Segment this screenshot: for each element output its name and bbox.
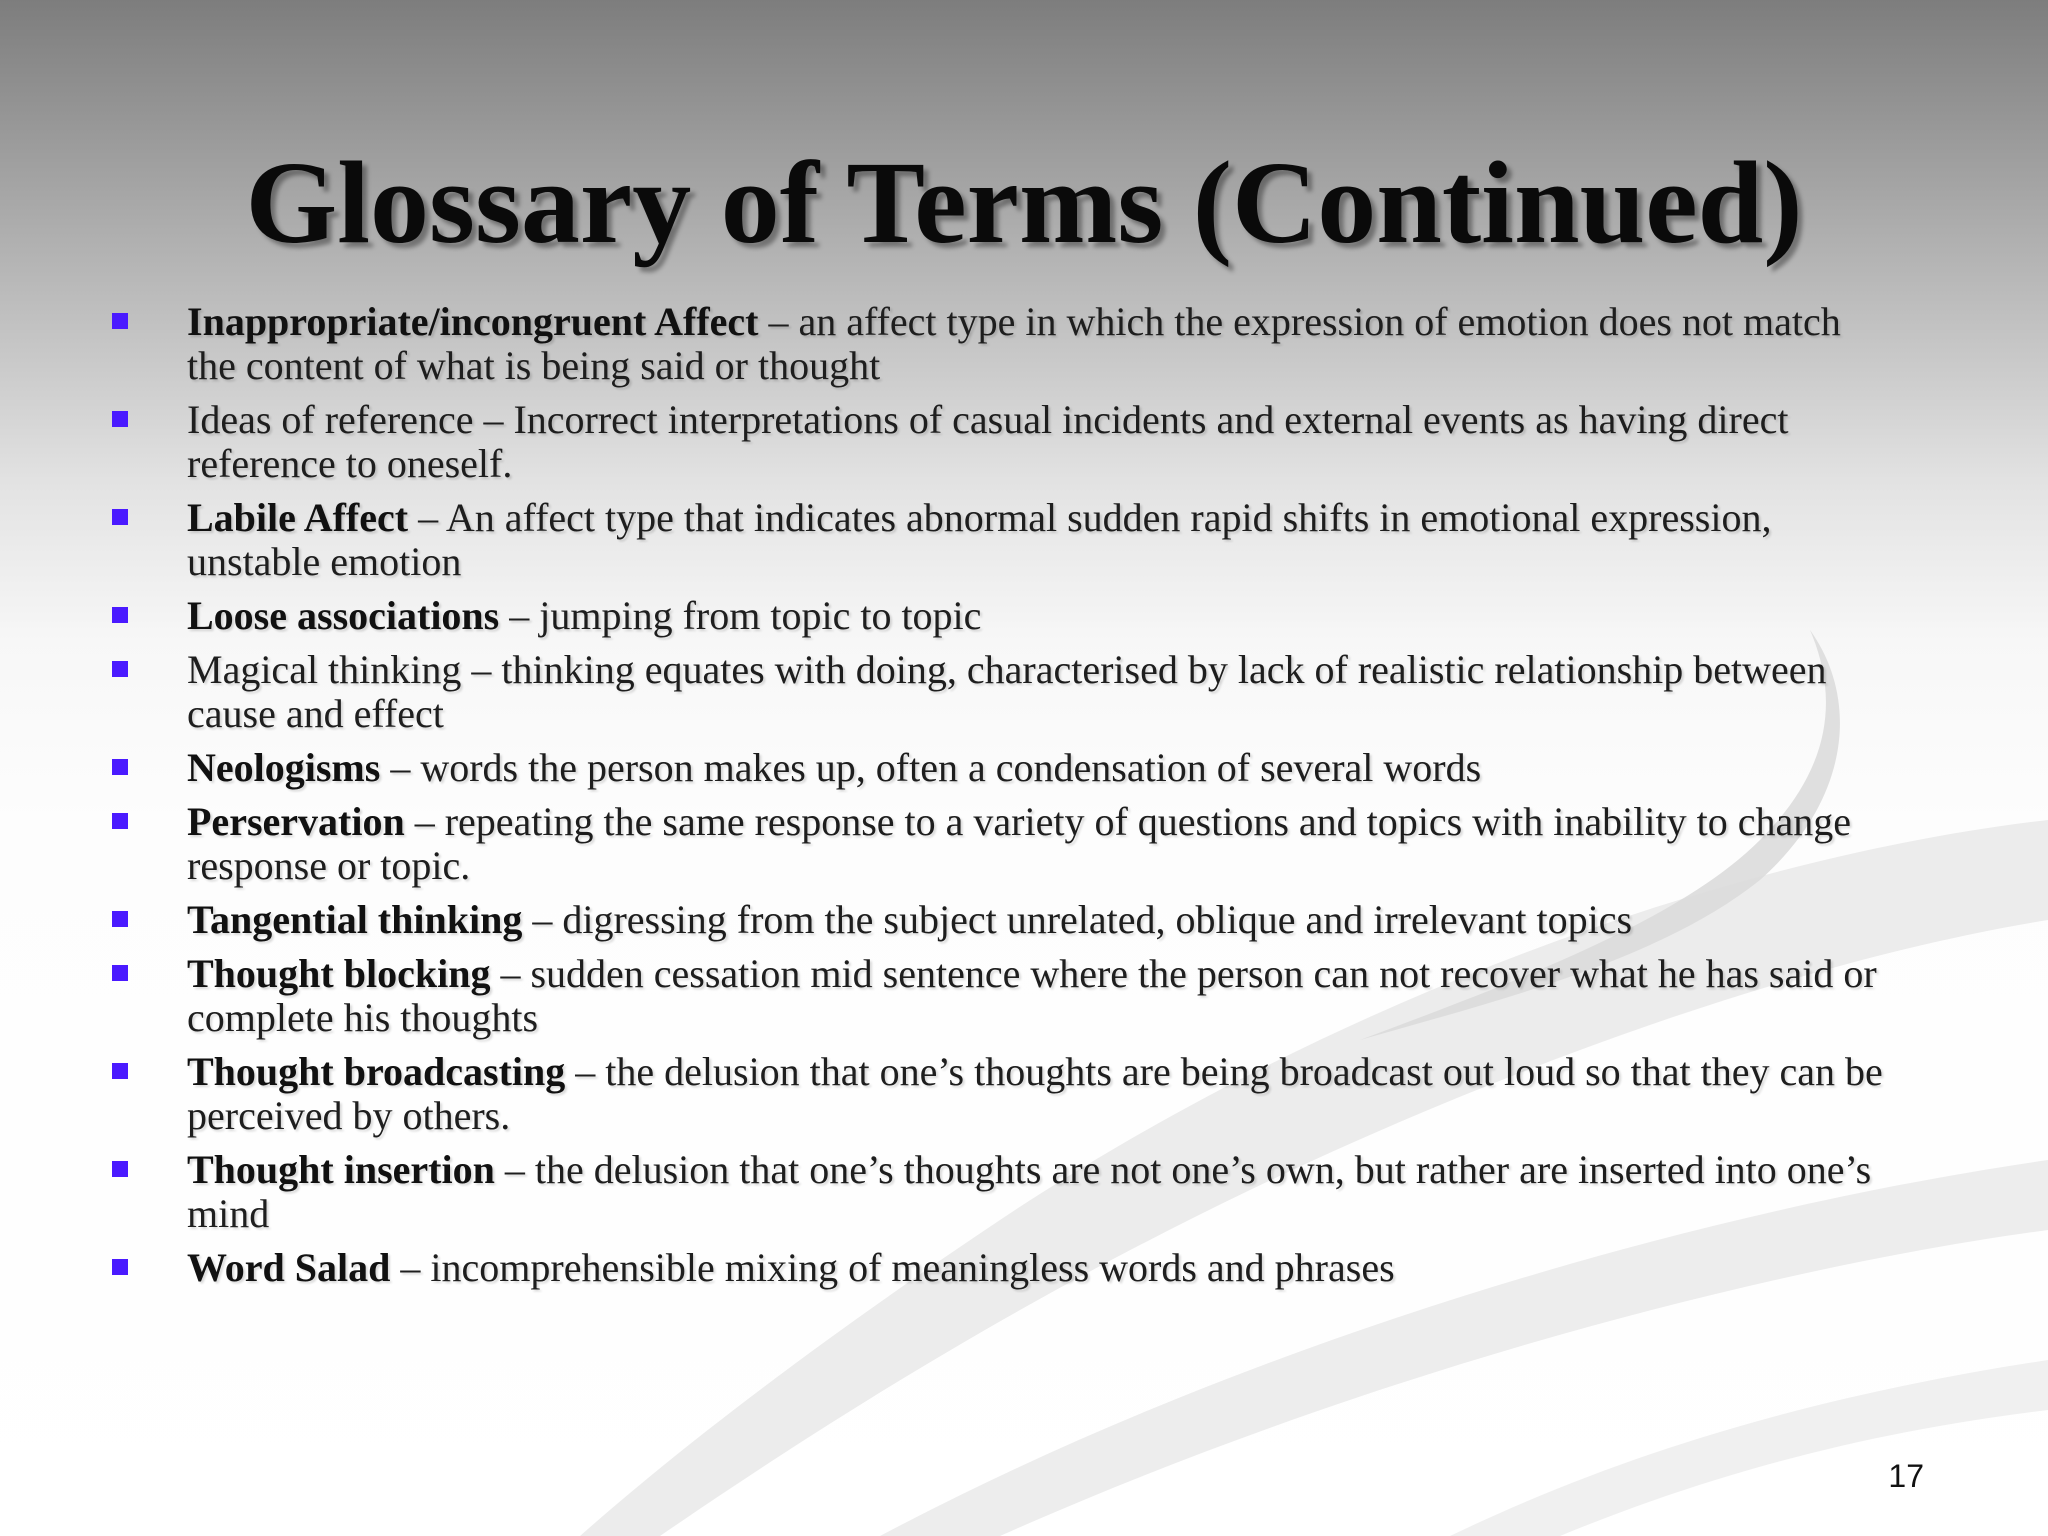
term-label: Loose associations	[187, 593, 500, 638]
square-bullet-icon	[112, 607, 128, 623]
square-bullet-icon	[112, 411, 128, 427]
term-label: Neologisms	[187, 745, 381, 790]
term-label: Inappropriate/incongruent Affect	[187, 299, 759, 344]
term-label: Tangential thinking	[187, 897, 523, 942]
list-item	[0, 496, 2048, 584]
list-item	[0, 746, 2048, 790]
list-item	[0, 1246, 2048, 1290]
term-label: Thought broadcasting	[187, 1049, 566, 1094]
term-label: Word Salad	[187, 1245, 391, 1290]
term-label: Labile Affect	[187, 495, 409, 540]
square-bullet-icon	[112, 661, 128, 677]
term-label: Thought blocking	[187, 951, 491, 996]
square-bullet-icon	[112, 1259, 128, 1275]
slide-title: Glossary of Terms (Continued)	[245, 137, 1803, 268]
list-item	[0, 800, 2048, 888]
term-label: Perservation	[187, 799, 405, 844]
term-definition: – incomprehensible mixing of meaningless words and phrases	[390, 1245, 1395, 1290]
term-definition: – words the person makes up, often a condensation of several words	[380, 745, 1482, 790]
list-item	[0, 300, 2048, 388]
list-item	[0, 648, 2048, 736]
square-bullet-icon	[112, 759, 128, 775]
square-bullet-icon	[112, 509, 128, 525]
glossary-list	[0, 300, 2048, 1300]
list-item	[0, 952, 2048, 1040]
term-definition: – An affect type that indicates abnormal sudden rapid shifts in emotional expression, unstable emotion	[187, 495, 1772, 584]
square-bullet-icon	[112, 965, 128, 981]
term-definition: – the delusion that one’s thoughts are being broadcast out loud so that they can be perceived by others.	[187, 1049, 1883, 1138]
list-item	[0, 398, 2048, 486]
page-number: 17	[1888, 1458, 1924, 1494]
list-item	[0, 1050, 2048, 1138]
list-item	[0, 1148, 2048, 1236]
term-definition: – an affect type in which the expression of emotion does not match the content of what is being said or thought	[187, 299, 1841, 388]
square-bullet-icon	[112, 911, 128, 927]
term-definition: – sudden cessation mid sentence where the person can not recover what he has said or complete his thoughts	[187, 951, 1877, 1040]
list-item	[0, 898, 2048, 942]
square-bullet-icon	[112, 1161, 128, 1177]
term-definition: – repeating the same response to a variety of questions and topics with inability to change response or topic.	[187, 799, 1851, 888]
list-item	[0, 594, 2048, 638]
term-definition: Magical thinking – thinking equates with doing, characterised by lack of realistic relationship between cause and effect	[187, 647, 1827, 736]
term-definition: – jumping from topic to topic	[499, 593, 982, 638]
term-definition: – digressing from the subject unrelated, oblique and irrelevant topics	[522, 897, 1633, 942]
term-definition: Ideas of reference – Incorrect interpretations of casual incidents and external events as having direct reference to oneself.	[187, 397, 1789, 486]
square-bullet-icon	[112, 813, 128, 829]
term-label: Thought insertion	[187, 1147, 495, 1192]
term-definition: – the delusion that one’s thoughts are not one’s own, but rather are inserted into one’s mind	[187, 1147, 1872, 1236]
square-bullet-icon	[112, 313, 128, 329]
square-bullet-icon	[112, 1063, 128, 1079]
